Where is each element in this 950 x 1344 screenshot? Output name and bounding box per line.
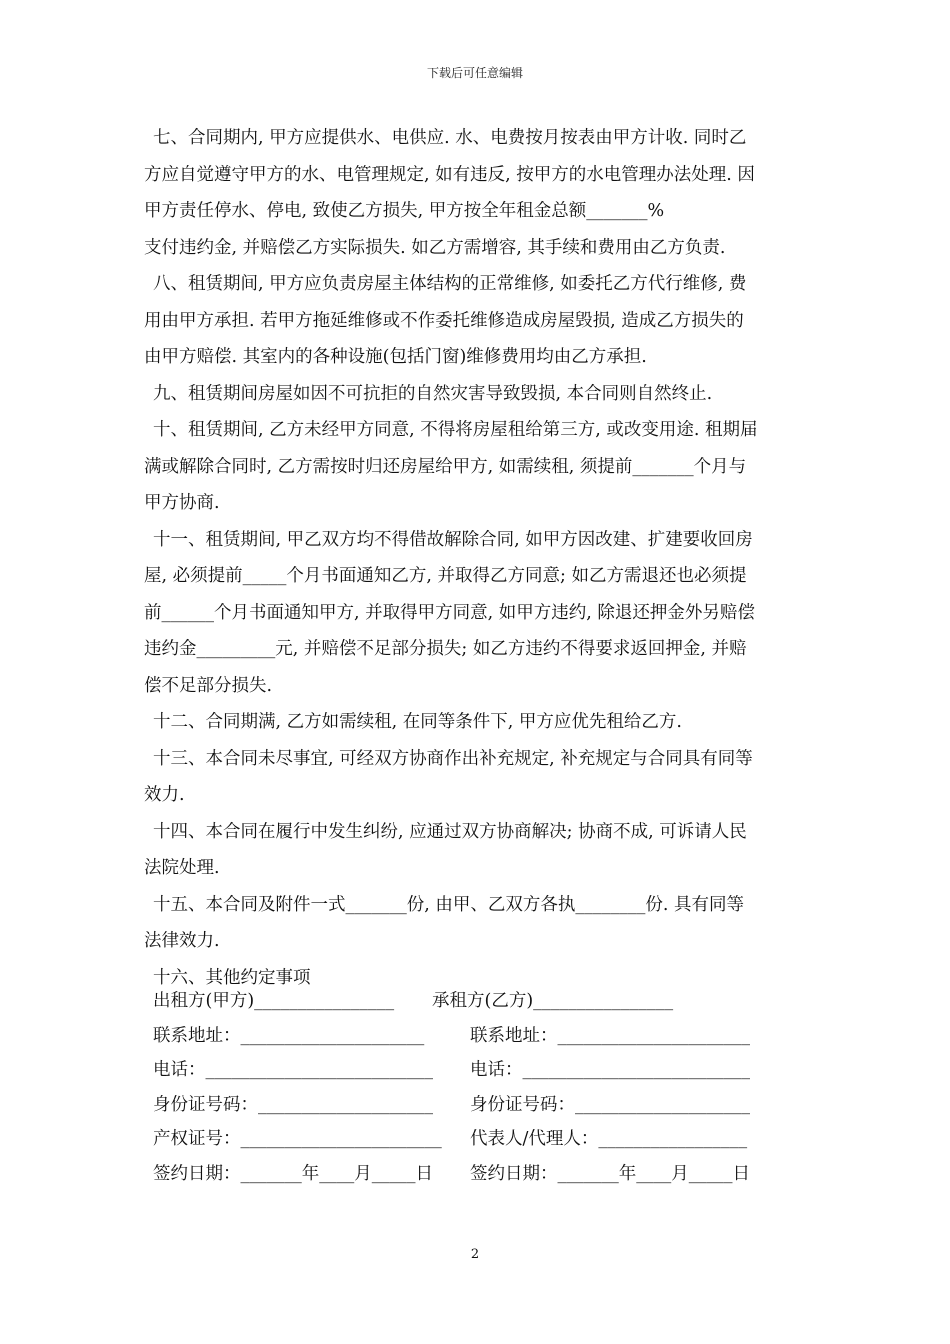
clause-7-line-2: 方应自觉遵守甲方的水、电管理规定, 如有违反, 按甲方的水电管理办法处理. 因 [144, 164, 755, 185]
lessor-address-field: 联系地址：_____________________ [153, 1025, 425, 1046]
clause-11-line-3: 前______个月书面通知甲方, 并取得甲方同意, 如甲方违约, 除退还押金外另赔偿 [144, 602, 755, 623]
lessee-phone-field: 电话：__________________________ [470, 1060, 750, 1080]
lessee-field: 承租方(乙方)________________ [432, 991, 674, 1011]
clause-7-line-1: 七、合同期内, 甲方应提供水、电供应. 水、电费按月按表由甲方计收. 同时乙 [153, 128, 747, 148]
clause-13-line-2: 效力. [144, 785, 185, 805]
clause-9-line-1: 九、租赁期间房屋如因不可抗拒的自然灾害导致毁损, 本合同则自然终止. [153, 383, 713, 404]
clause-11-line-2: 屋, 必须提前_____个月书面通知乙方, 并取得乙方同意; 如乙方需退还也必须提 [144, 566, 747, 586]
lessee-date-field: 签约日期：_______年____月_____日 [470, 1163, 750, 1184]
agent-field: 代表人/代理人：_________________ [470, 1129, 748, 1149]
contract-body [144, 120, 812, 996]
page-header: 下载后可任意编辑 [426, 66, 523, 80]
clause-13-line-1: 十三、本合同未尽事宜, 可经双方协商作出补充规定, 补充规定与合同具有同等 [153, 748, 753, 769]
clause-11-line-5: 偿不足部分损失. [144, 675, 273, 696]
clause-10-line-1: 十、租赁期间, 乙方未经甲方同意, 不得将房屋租给第三方, 或改变用途. 租期届 [153, 420, 758, 440]
lessee-id-field: 身份证号码：____________________ [470, 1094, 750, 1115]
lessor-date-field: 签约日期：_______年____月_____日 [153, 1163, 433, 1184]
clause-10-line-3: 甲方协商. [144, 493, 220, 513]
lessee-address-field: 联系地址：______________________ [470, 1025, 750, 1046]
clause-8-line-3: 由甲方赔偿. 其室内的各种设施(包括门窗)维修费用均由乙方承担. [144, 347, 647, 367]
clause-12-line-1: 十二、合同期满, 乙方如需续租, 在同等条件下, 甲方应优先租给乙方. [153, 712, 682, 732]
lessor-field: 出租方(甲方)________________ [153, 991, 395, 1011]
lessor-id-field: 身份证号码：____________________ [153, 1094, 433, 1115]
clause-11-line-1: 十一、租赁期间, 甲乙双方均不得借故解除合同, 如甲方因改建、扩建要收回房 [153, 529, 753, 550]
clause-8-line-1: 八、租赁期间, 甲方应负责房屋主体结构的正常维修, 如委托乙方代行维修, 费 [153, 274, 747, 294]
lessor-phone-field: 电话：__________________________ [153, 1060, 433, 1080]
clause-14-line-1: 十四、本合同在履行中发生纠纷, 应通过双方协商解决; 协商不成, 可诉请人民 [153, 821, 747, 842]
page-number: 2 [470, 1247, 480, 1262]
clause-10-line-2: 满或解除合同时, 乙方需按时归还房屋给甲方, 如需续租, 须提前_______个月与 [144, 456, 747, 477]
clause-15-line-2: 法律效力. [144, 931, 220, 951]
clause-14-line-2: 法院处理. [144, 858, 220, 878]
property-cert-field: 产权证号：_______________________ [153, 1129, 442, 1149]
clause-7-line-4: 支付违约金, 并赔偿乙方实际损失. 如乙方需增容, 其手续和费用由乙方负责. [144, 237, 726, 258]
clause-8-line-2: 用由甲方承担. 若甲方拖延维修或不作委托维修造成房屋毁损, 造成乙方损失的 [144, 310, 744, 331]
clause-7-line-3: 甲方责任停水、停电, 致使乙方损失, 甲方按全年租金总额_______% [144, 201, 665, 221]
clause-15-line-1: 十五、本合同及附件一式_______份, 由甲、乙双方各执________份. 具有同等 [153, 894, 744, 915]
clause-16-line-1: 十六、其他约定事项 [153, 967, 311, 988]
clause-11-line-4: 违约金_________元, 并赔偿不足部分损失; 如乙方违约不得要求返回押金, 并赔 [144, 639, 747, 659]
